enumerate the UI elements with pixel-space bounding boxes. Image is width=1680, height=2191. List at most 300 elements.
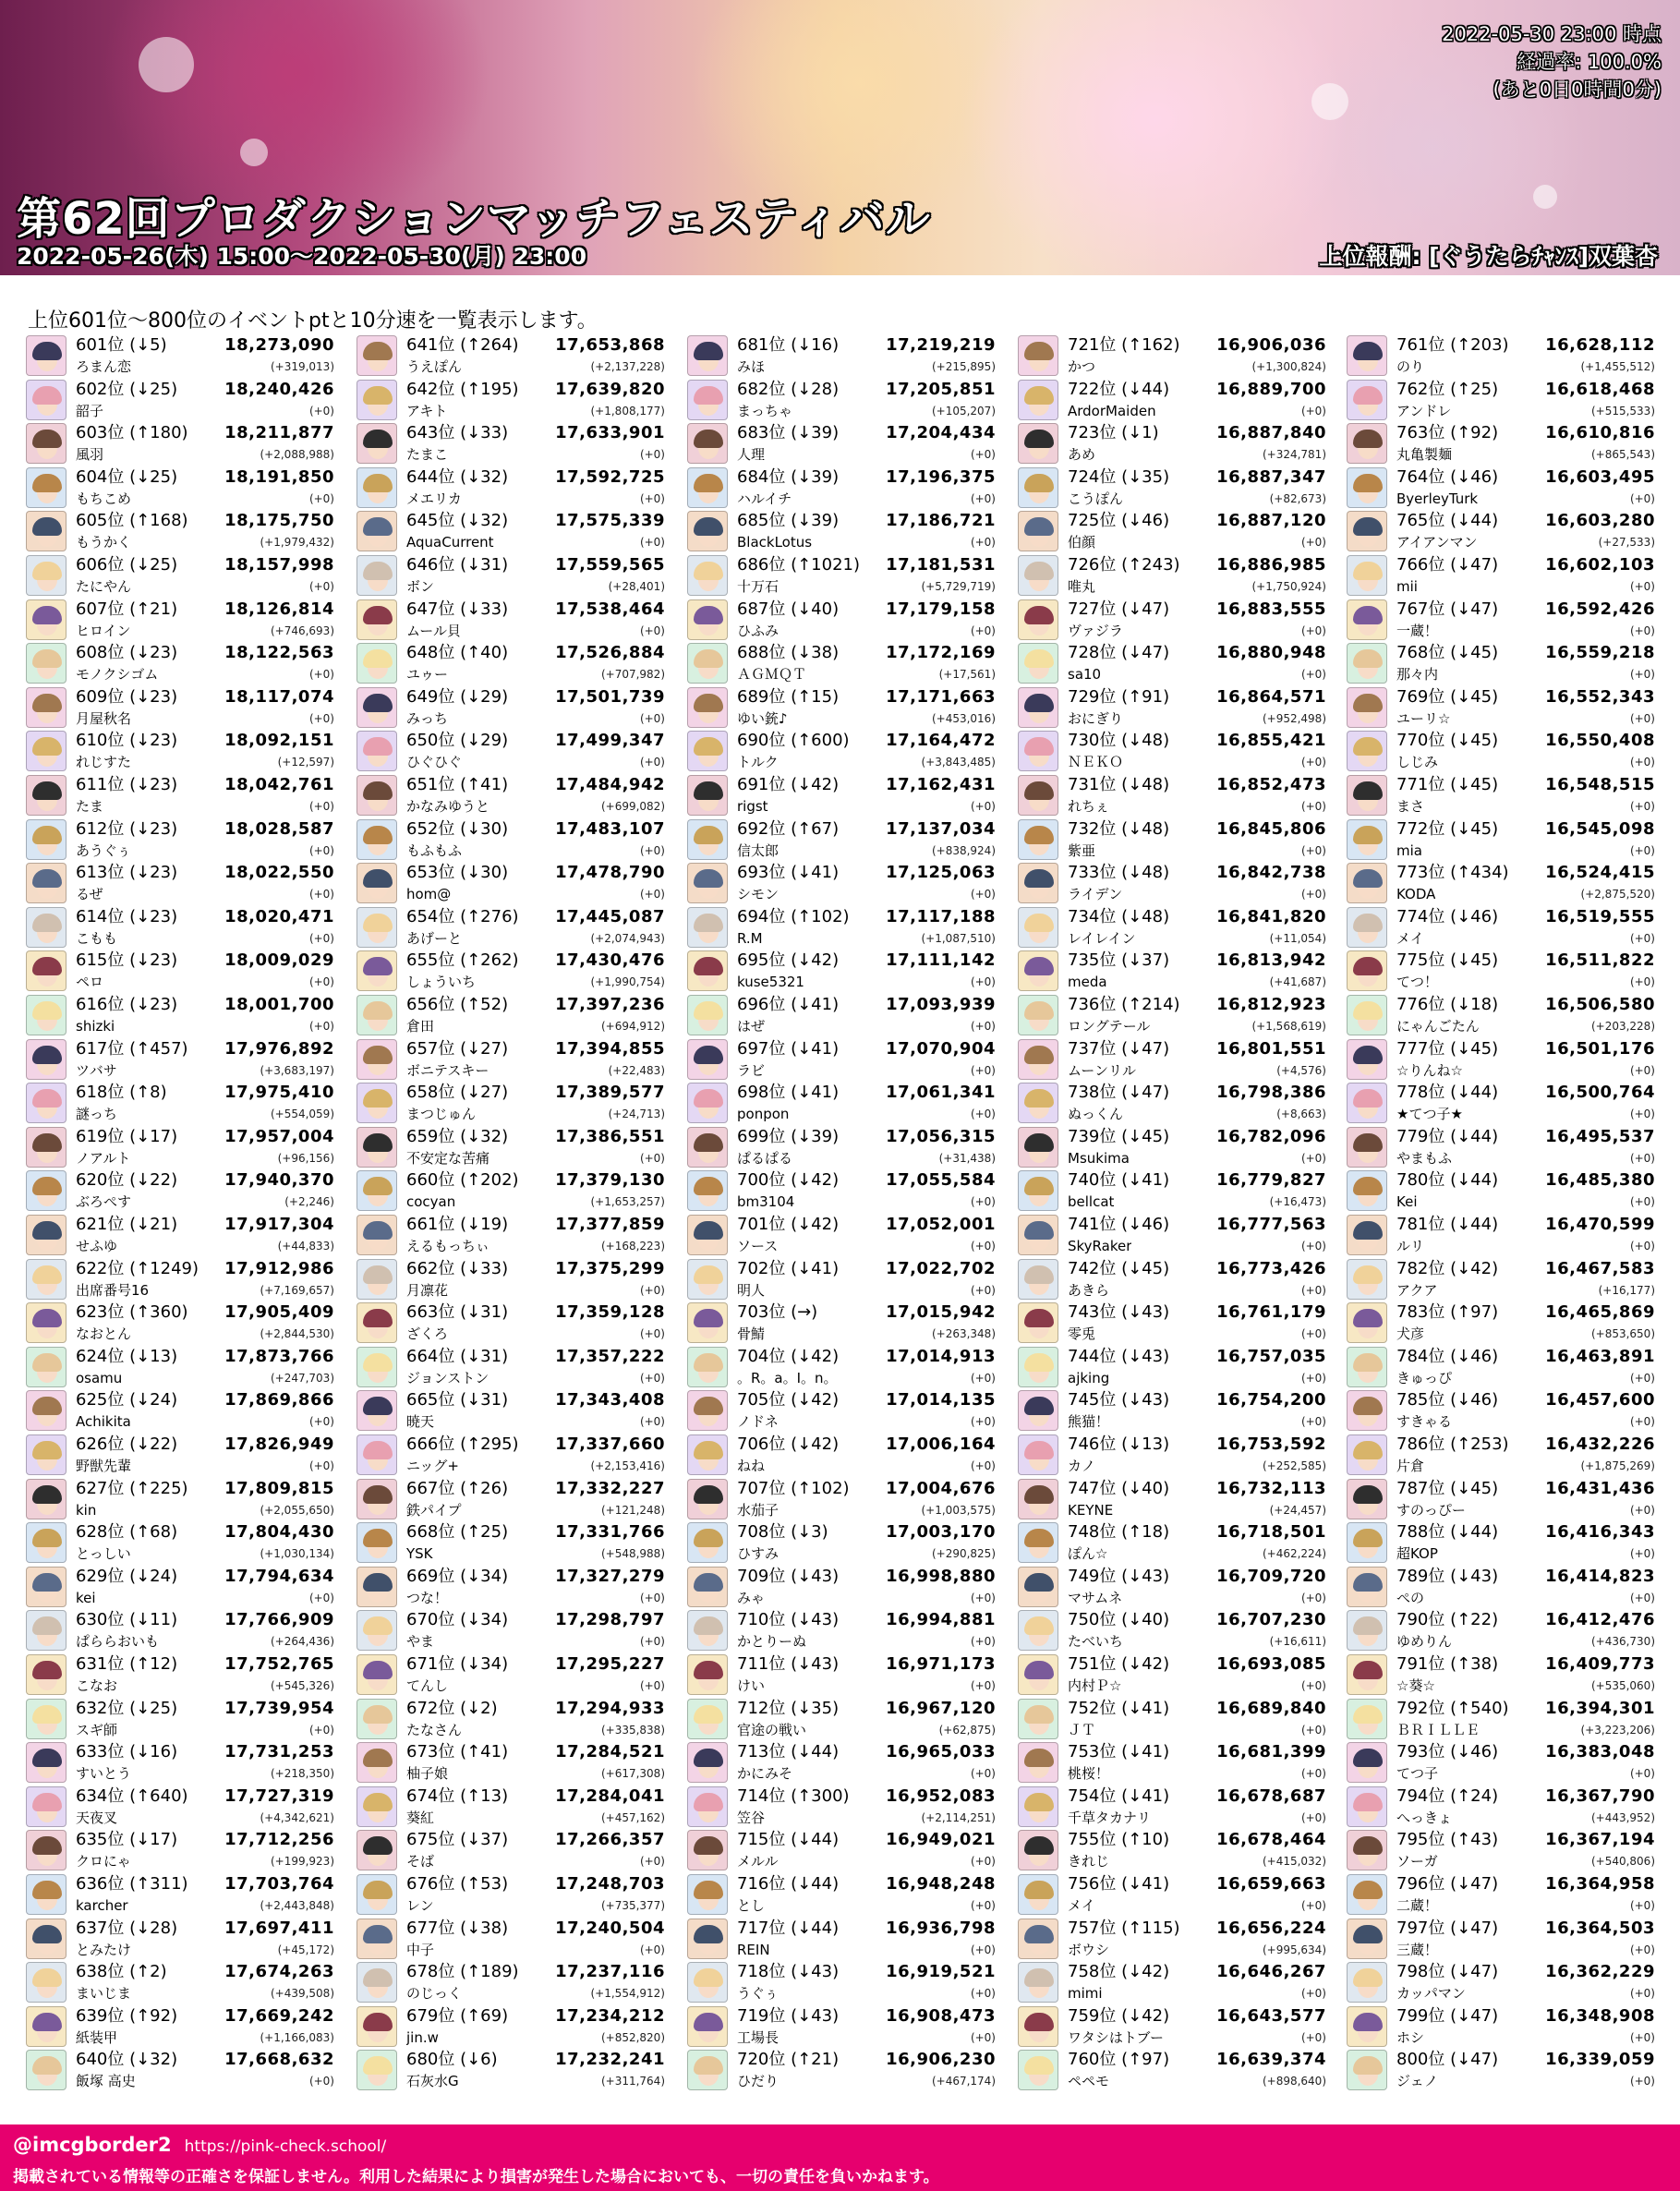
- event-points: 16,689,840: [1216, 1698, 1326, 1718]
- event-points: 17,499,347: [555, 731, 665, 751]
- rank-text: 755位 (↑10): [1068, 1830, 1170, 1850]
- avatar-hair: [1024, 1133, 1054, 1152]
- player-name: jin.w: [406, 2028, 439, 2046]
- player-name: ニッグ+: [406, 1458, 459, 1474]
- avatar-hair: [32, 517, 62, 536]
- player-name: ルリ: [1396, 1238, 1425, 1254]
- rank-text: 680位 (↓6): [406, 2050, 498, 2070]
- idol-avatar-icon: [687, 599, 728, 640]
- ten-min-speed: (+16,177): [1598, 1283, 1655, 1297]
- ten-min-speed: (+31,438): [938, 1151, 996, 1165]
- ranking-entry: [685, 2005, 999, 2048]
- ranking-entry: [1345, 642, 1659, 684]
- avatar-hair: [363, 737, 393, 756]
- rank-text: 767位 (↓47): [1396, 599, 1499, 619]
- player-name: 内村Ｐ☆: [1068, 1677, 1122, 1694]
- intro-text: 上位601位〜800位のイベントptと10分速を一覧表示します。: [28, 309, 598, 333]
- player-name: カッパマン: [1396, 1985, 1466, 2003]
- ranking-entry: [1345, 1258, 1659, 1301]
- event-points: 18,042,761: [224, 775, 334, 794]
- avatar-hair: [32, 781, 62, 800]
- avatar-hair: [363, 914, 393, 932]
- ranking-entry: [685, 466, 999, 509]
- idol-avatar-icon: [687, 1170, 728, 1211]
- ranking-entry: [1345, 906, 1659, 949]
- event-points: 17,186,721: [886, 511, 996, 531]
- ranking-entry: [355, 1346, 669, 1388]
- ten-min-speed: (+0): [308, 1459, 334, 1472]
- player-name: とみたけ: [76, 1941, 132, 1958]
- avatar-hair: [32, 1925, 62, 1943]
- rank-text: 743位 (↓43): [1068, 1302, 1170, 1323]
- ten-min-speed: (+0): [308, 1591, 334, 1604]
- ranking-entry: [355, 1918, 669, 1960]
- avatar-hair: [1353, 474, 1383, 492]
- avatar-hair: [1024, 1793, 1054, 1811]
- rank-text: 723位 (↓1): [1068, 423, 1159, 443]
- event-points: 17,445,087: [555, 906, 665, 926]
- rank-text: 662位 (↓33): [406, 1258, 509, 1278]
- ten-min-speed: (+0): [639, 888, 665, 902]
- player-name: メイ: [1396, 929, 1424, 947]
- ranking-entry: [685, 1566, 999, 1608]
- player-name: 出席番号16: [76, 1281, 150, 1299]
- idol-avatar-icon: [357, 950, 397, 991]
- event-points: 18,211,877: [224, 423, 334, 443]
- rank-text: 779位 (↓44): [1396, 1126, 1499, 1146]
- ten-min-speed: (+0): [308, 580, 334, 593]
- rank-text: 730位 (↓48): [1068, 731, 1170, 751]
- idol-avatar-icon: [1018, 1127, 1058, 1168]
- idol-avatar-icon: [357, 819, 397, 860]
- idol-avatar-icon: [26, 1699, 66, 1739]
- event-points: 17,284,041: [555, 1785, 665, 1806]
- rank-text: 742位 (↓45): [1068, 1258, 1170, 1278]
- event-points: 16,994,881: [886, 1610, 996, 1630]
- rank-text: 789位 (↓43): [1396, 1566, 1499, 1586]
- ten-min-speed: (+0): [639, 843, 665, 857]
- event-points: 17,389,577: [555, 1083, 665, 1103]
- avatar-hair: [1024, 957, 1054, 975]
- ten-min-speed: (+4,576): [1276, 1063, 1326, 1077]
- event-points: 16,416,343: [1545, 1522, 1655, 1543]
- ranking-entry: [1345, 466, 1659, 509]
- ten-min-speed: (+2,055,650): [260, 1503, 334, 1517]
- ranking-entry: [355, 2005, 669, 2048]
- idol-avatar-icon: [1018, 335, 1058, 376]
- player-name: かつ: [1068, 358, 1096, 375]
- ranking-entry: [24, 1653, 338, 1696]
- ten-min-speed: (+0): [308, 711, 334, 725]
- ten-min-speed: (+0): [639, 1371, 665, 1385]
- rank-text: 689位 (↑15): [737, 686, 840, 707]
- player-name: ぱるぱる: [737, 1149, 793, 1167]
- event-points: 16,656,224: [1216, 1918, 1326, 1938]
- event-points: 18,273,090: [224, 335, 334, 355]
- avatar-hair: [32, 1749, 62, 1767]
- ten-min-speed: (+0): [639, 536, 665, 550]
- event-points: 16,883,555: [1216, 599, 1326, 619]
- elapsed-rate: 経過率: 100.0%: [1517, 51, 1662, 73]
- ten-min-speed: (+0): [1629, 1195, 1655, 1209]
- ranking-entry: [24, 1698, 338, 1740]
- idol-avatar-icon: [1347, 2006, 1387, 2047]
- rank-text: 657位 (↓27): [406, 1038, 509, 1059]
- ranking-entry: [1016, 774, 1330, 817]
- event-points: 17,332,227: [555, 1478, 665, 1498]
- avatar-hair: [1024, 1353, 1054, 1372]
- idol-avatar-icon: [687, 687, 728, 728]
- idol-avatar-icon: [357, 687, 397, 728]
- rank-text: 764位 (↓46): [1396, 466, 1499, 487]
- ten-min-speed: (+0): [639, 1415, 665, 1429]
- ten-min-speed: (+0): [308, 1723, 334, 1737]
- event-points: 17,125,063: [886, 863, 996, 883]
- idol-avatar-icon: [357, 1390, 397, 1431]
- idol-avatar-icon: [1018, 599, 1058, 640]
- ranking-entry: [24, 1038, 338, 1081]
- ten-min-speed: (+0): [1300, 1767, 1326, 1781]
- avatar-hair: [1024, 1265, 1054, 1284]
- rank-text: 607位 (↑21): [76, 599, 178, 619]
- rank-text: 619位 (↓17): [76, 1126, 178, 1146]
- idol-avatar-icon: [687, 511, 728, 551]
- player-name: たべいち: [1068, 1633, 1124, 1651]
- idol-avatar-icon: [26, 687, 66, 728]
- ranking-entry: [24, 1478, 338, 1520]
- ten-min-speed: (+0): [1300, 1240, 1326, 1253]
- ranking-entry: [1016, 1698, 1330, 1740]
- idol-avatar-icon: [1347, 1259, 1387, 1300]
- player-name: 丸亀製麺: [1396, 446, 1453, 464]
- avatar-hair: [32, 606, 62, 624]
- player-name: スギ師: [76, 1721, 118, 1738]
- avatar-hair: [694, 2056, 723, 2075]
- avatar-hair: [1353, 606, 1383, 624]
- rank-text: 751位 (↓42): [1068, 1654, 1170, 1674]
- ten-min-speed: (+0): [970, 1679, 996, 1692]
- idol-avatar-icon: [357, 1127, 397, 1168]
- event-points: 16,801,551: [1216, 1038, 1326, 1059]
- time-remaining: (あと0日0時間0分): [1493, 79, 1662, 101]
- ten-min-speed: (+0): [970, 1899, 996, 1912]
- event-points: 18,028,587: [224, 818, 334, 839]
- ten-min-speed: (+699,082): [600, 800, 665, 813]
- rank-text: 706位 (↓42): [737, 1434, 840, 1454]
- ranking-entry: [355, 950, 669, 992]
- rank-text: 756位 (↓41): [1068, 1874, 1170, 1894]
- rank-text: 665位 (↓31): [406, 1390, 509, 1410]
- event-points: 17,357,222: [555, 1346, 665, 1366]
- avatar-hair: [694, 606, 723, 624]
- player-name: ひぐひぐ: [406, 754, 463, 771]
- rank-text: 663位 (↓31): [406, 1302, 509, 1323]
- event-points: 16,639,374: [1216, 2050, 1326, 2070]
- ranking-entry: [24, 510, 338, 552]
- ranking-entry: [1345, 686, 1659, 729]
- ten-min-speed: (+0): [1629, 1371, 1655, 1385]
- rank-text: 702位 (↓41): [737, 1258, 840, 1278]
- rank-text: 782位 (↓42): [1396, 1258, 1499, 1278]
- event-points: 18,009,029: [224, 950, 334, 971]
- ranking-entry: [355, 1214, 669, 1256]
- rank-text: 776位 (↓18): [1396, 995, 1499, 1014]
- event-points: 16,603,495: [1545, 466, 1655, 487]
- avatar-hair: [1024, 826, 1054, 844]
- avatar-hair: [1353, 957, 1383, 975]
- event-points: 17,171,663: [886, 686, 996, 707]
- avatar-hair: [32, 1265, 62, 1284]
- ten-min-speed: (+2,443,848): [260, 1899, 334, 1912]
- avatar-hair: [1353, 737, 1383, 756]
- ranking-entry: [1345, 730, 1659, 772]
- ranking-entry: [685, 1126, 999, 1168]
- idol-avatar-icon: [26, 1962, 66, 2003]
- idol-avatar-icon: [687, 1919, 728, 1959]
- ten-min-speed: (+0): [1300, 888, 1326, 902]
- rank-text: 736位 (↑214): [1068, 995, 1180, 1014]
- rank-text: 724位 (↓35): [1068, 466, 1170, 487]
- idol-avatar-icon: [26, 380, 66, 420]
- ranking-entry: [1345, 1566, 1659, 1608]
- event-points: 16,678,464: [1216, 1830, 1326, 1850]
- event-points: 17,501,739: [555, 686, 665, 707]
- avatar-hair: [1353, 1221, 1383, 1240]
- event-points: 18,240,426: [224, 379, 334, 399]
- ten-min-speed: (+0): [1629, 2030, 1655, 2044]
- player-name: レン: [406, 1897, 434, 1914]
- player-name: 風羽: [76, 446, 104, 464]
- event-points: 16,500,764: [1545, 1083, 1655, 1103]
- player-name: Kei: [1396, 1193, 1418, 1211]
- ten-min-speed: (+2,875,520): [1580, 888, 1655, 902]
- event-points: 16,678,687: [1216, 1785, 1326, 1806]
- idol-avatar-icon: [687, 555, 728, 596]
- player-name: Msukima: [1068, 1149, 1130, 1167]
- avatar-hair: [694, 1441, 723, 1459]
- rank-text: 781位 (↓44): [1396, 1215, 1499, 1234]
- idol-avatar-icon: [357, 511, 397, 551]
- event-points: 16,707,230: [1216, 1610, 1326, 1630]
- avatar-hair: [694, 517, 723, 536]
- avatar-hair: [363, 1881, 393, 1899]
- avatar-hair: [363, 2056, 393, 2075]
- idol-avatar-icon: [1018, 1215, 1058, 1255]
- player-name: 超KOP: [1396, 1545, 1438, 1563]
- rank-text: 615位 (↓23): [76, 950, 178, 971]
- idol-avatar-icon: [357, 775, 397, 816]
- player-name: BlackLotus: [737, 534, 813, 551]
- avatar-hair: [363, 606, 393, 624]
- ten-min-speed: (+0): [1629, 800, 1655, 813]
- idol-avatar-icon: [357, 1039, 397, 1080]
- player-name: たまこ: [406, 446, 449, 464]
- player-name: まっちゃ: [737, 402, 793, 419]
- rank-text: 770位 (↓45): [1396, 731, 1499, 751]
- ranking-entry: [1016, 1389, 1330, 1432]
- avatar-hair: [32, 1309, 62, 1327]
- player-name: ＢＲＩＬＬＥ: [1396, 1721, 1481, 1738]
- avatar-hair: [1024, 914, 1054, 932]
- idol-avatar-icon: [1347, 907, 1387, 948]
- ten-min-speed: (+2,074,943): [590, 931, 665, 945]
- ranking-entry: [685, 1082, 999, 1124]
- ten-min-speed: (+0): [970, 1767, 996, 1781]
- avatar-hair: [32, 1397, 62, 1415]
- idol-avatar-icon: [1018, 643, 1058, 684]
- ranking-entry: [1016, 599, 1330, 641]
- ranking-entry: [355, 906, 669, 949]
- idol-avatar-icon: [1347, 1347, 1387, 1387]
- ten-min-speed: (+1,568,619): [1251, 1020, 1326, 1033]
- rank-text: 649位 (↓29): [406, 686, 509, 707]
- avatar-hair: [1353, 869, 1383, 888]
- ranking-entry: [1345, 1653, 1659, 1696]
- rank-text: 798位 (↓47): [1396, 1962, 1499, 1982]
- avatar-hair: [1024, 649, 1054, 668]
- player-name: もふもふ: [406, 841, 463, 859]
- event-points: 16,383,048: [1545, 1742, 1655, 1762]
- site-link[interactable]: https://pink-check.school/: [184, 2137, 387, 2156]
- avatar-hair: [363, 1441, 393, 1459]
- rank-text: 632位 (↓25): [76, 1698, 178, 1718]
- ten-min-speed: (+41,687): [1269, 975, 1326, 989]
- idol-avatar-icon: [1347, 1215, 1387, 1255]
- event-points: 16,545,098: [1545, 818, 1655, 839]
- idol-avatar-icon: [26, 335, 66, 376]
- idol-avatar-icon: [357, 1786, 397, 1827]
- player-name: rigst: [737, 798, 768, 815]
- ranking-entry: [1016, 2049, 1330, 2091]
- player-name: 信太郎: [737, 841, 780, 859]
- player-name: 野獣先輩: [76, 1458, 132, 1474]
- rank-text: 769位 (↓45): [1396, 686, 1499, 707]
- avatar-hair: [1353, 694, 1383, 712]
- player-name: ジェノ: [1396, 2073, 1439, 2090]
- rank-text: 697位 (↓41): [737, 1038, 840, 1059]
- ranking-entry: [355, 1785, 669, 1828]
- avatar-hair: [32, 869, 62, 888]
- player-name: ヴァジラ: [1068, 622, 1123, 639]
- avatar-hair: [363, 1309, 393, 1327]
- ten-min-speed: (+0): [1629, 2075, 1655, 2088]
- ranking-column: [1345, 334, 1659, 2111]
- rank-text: 725位 (↓46): [1068, 511, 1170, 531]
- player-name: ぶろぺす: [76, 1193, 132, 1211]
- ten-min-speed: (+0): [639, 1679, 665, 1692]
- ten-min-speed: (+24,713): [608, 1108, 665, 1121]
- player-name: 千草タカナリ: [1068, 1809, 1152, 1826]
- rank-text: 648位 (↑40): [406, 643, 509, 663]
- idol-avatar-icon: [687, 335, 728, 376]
- player-name: kei: [76, 1589, 96, 1606]
- event-points: 16,618,468: [1545, 379, 1655, 399]
- idol-avatar-icon: [26, 1479, 66, 1519]
- idol-avatar-icon: [687, 1347, 728, 1387]
- event-points: 17,668,632: [224, 2050, 334, 2070]
- idol-avatar-icon: [26, 1567, 66, 1607]
- event-points: 16,779,827: [1216, 1170, 1326, 1191]
- event-points: 17,478,790: [555, 863, 665, 883]
- player-name: ジョンストン: [406, 1369, 489, 1386]
- rank-text: 739位 (↓45): [1068, 1126, 1170, 1146]
- player-name: モノクシゴム: [76, 666, 159, 684]
- event-points: 17,912,986: [224, 1258, 334, 1278]
- ranking-entry: [355, 1389, 669, 1432]
- ten-min-speed: (+0): [1300, 1283, 1326, 1297]
- ranking-entry: [355, 1301, 669, 1344]
- avatar-hair: [363, 649, 393, 668]
- idol-avatar-icon: [357, 1610, 397, 1651]
- rank-text: 704位 (↓42): [737, 1346, 840, 1366]
- avatar-hair: [1353, 1485, 1383, 1504]
- ten-min-speed: (+2,844,530): [260, 1327, 334, 1341]
- rank-text: 780位 (↓44): [1396, 1170, 1499, 1191]
- rank-text: 612位 (↓23): [76, 818, 178, 839]
- ten-min-speed: (+0): [1300, 623, 1326, 637]
- idol-avatar-icon: [1347, 599, 1387, 640]
- ranking-entry: [685, 1389, 999, 1432]
- event-points: 16,470,599: [1545, 1215, 1655, 1234]
- event-points: 16,841,820: [1216, 906, 1326, 926]
- idol-avatar-icon: [357, 1699, 397, 1739]
- avatar-hair: [694, 430, 723, 448]
- idol-avatar-icon: [1347, 511, 1387, 551]
- event-points: 17,056,315: [886, 1126, 996, 1146]
- ten-min-speed: (+1,087,510): [921, 931, 996, 945]
- rank-text: 693位 (↓41): [737, 863, 840, 883]
- avatar-hair: [363, 562, 393, 580]
- event-points: 17,592,725: [555, 466, 665, 487]
- player-name: 暁天: [406, 1413, 435, 1431]
- player-name: ボウシ: [1068, 1941, 1110, 1958]
- idol-avatar-icon: [687, 731, 728, 771]
- idol-avatar-icon: [1347, 2050, 1387, 2090]
- rank-text: 785位 (↓46): [1396, 1390, 1499, 1410]
- idol-avatar-icon: [357, 907, 397, 948]
- ranking-entry: [1345, 950, 1659, 992]
- event-points: 16,919,521: [886, 1962, 996, 1982]
- twitter-handle[interactable]: @imcgborder2: [13, 2134, 172, 2156]
- ten-min-speed: (+0): [1300, 1371, 1326, 1385]
- ten-min-speed: (+0): [970, 1283, 996, 1297]
- event-period: 2022-05-26(木) 15:00〜2022-05-30(月) 23:00: [17, 243, 587, 270]
- avatar-hair: [363, 342, 393, 360]
- avatar-hair: [1024, 1309, 1054, 1327]
- player-name: 二蔵！: [1396, 1897, 1439, 1914]
- rank-text: 708位 (↓3): [737, 1522, 828, 1543]
- idol-avatar-icon: [1347, 643, 1387, 684]
- rank-text: 747位 (↓40): [1068, 1478, 1170, 1498]
- player-name: うぐぅ: [737, 1985, 779, 2003]
- rank-text: 792位 (↑540): [1396, 1698, 1509, 1718]
- ranking-entry: [355, 1434, 669, 1476]
- rank-text: 793位 (↓46): [1396, 1742, 1499, 1762]
- event-points: 17,117,188: [886, 906, 996, 926]
- ten-min-speed: (+1,003,575): [921, 1503, 996, 1517]
- event-points: 17,284,521: [555, 1742, 665, 1762]
- ranking-entry: [1016, 422, 1330, 465]
- rank-text: 749位 (↓43): [1068, 1566, 1170, 1586]
- idol-avatar-icon: [1018, 1874, 1058, 1915]
- avatar-hair: [1024, 2056, 1054, 2075]
- ranking-entry: [685, 1873, 999, 1916]
- sparkle-decoration: [1311, 83, 1348, 120]
- ten-min-speed: (+121,248): [600, 1503, 665, 1517]
- event-points: 16,812,923: [1216, 995, 1326, 1014]
- event-points: 16,659,663: [1216, 1874, 1326, 1894]
- avatar-hair: [32, 826, 62, 844]
